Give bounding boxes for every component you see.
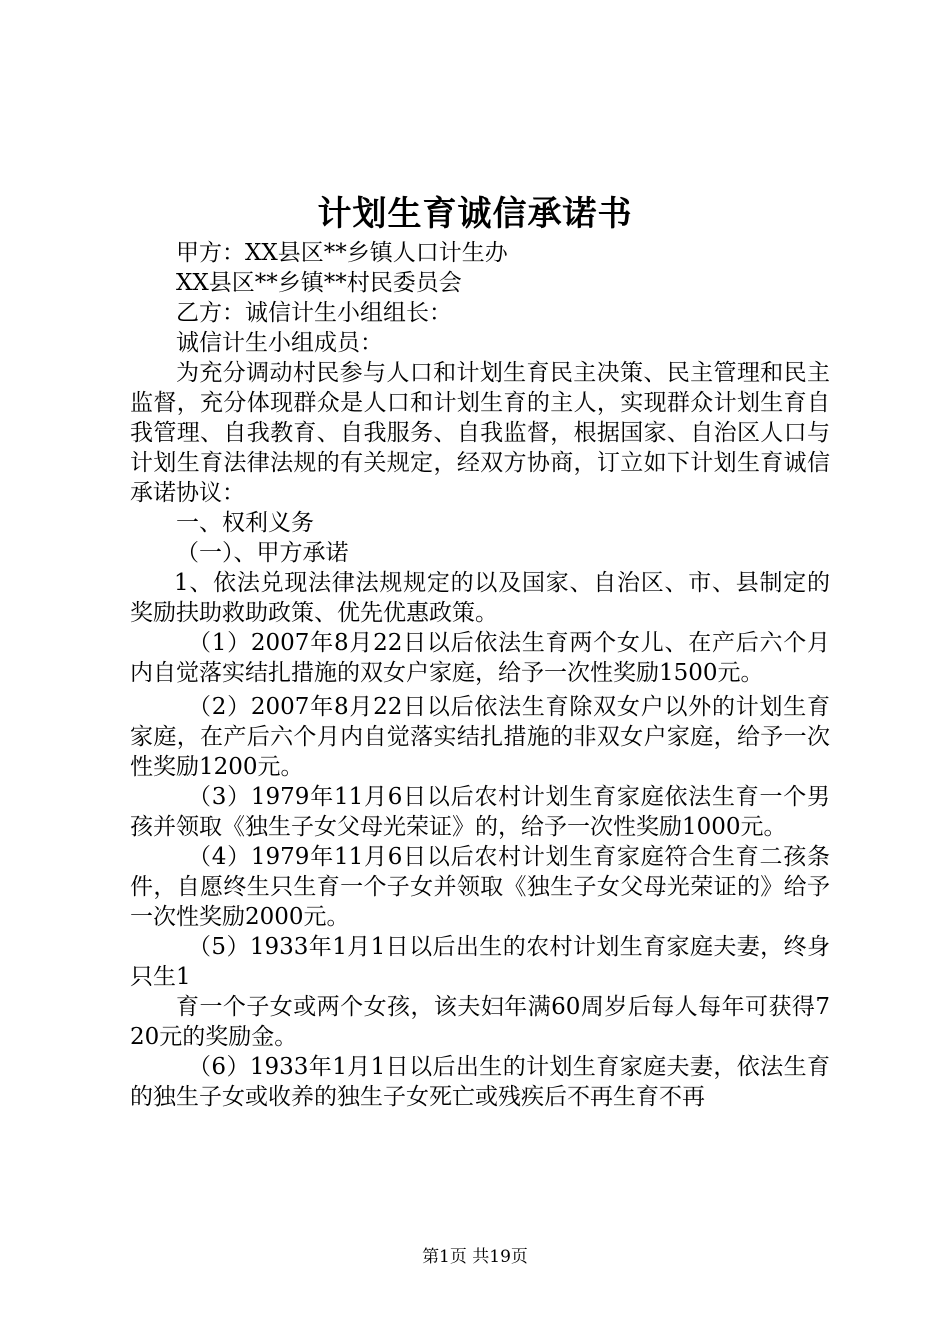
party-b-members-line: 诚信计生小组成员： — [176, 330, 383, 356]
party-a-line: 甲方：XX县区**乡镇人口计生办 — [176, 240, 508, 266]
preamble-paragraph: 为充分调动村民参与人口和计划生育民主决策、民主管理和民主监督，充分体现群众是人口和计划生育的主人，实现群众计划生育自我管理、自我教育、自我服务、自我监督，根据国家、自治区人口与计划生育法律法规的有关规定，经双方协商，订立如下计划生育诚信承诺协议： — [130, 360, 830, 506]
clause-item-5-continued: 育一个子女或两个女孩，该夫妇年满60周岁后每人每年可获得720元的奖励金。 — [130, 994, 830, 1050]
section-heading: 一、权利义务 — [176, 510, 314, 536]
page-number: 第1页 共19页 — [422, 1247, 528, 1267]
document-body — [130, 238, 830, 1112]
party-a-village-line: XX县区**乡镇**村民委员会 — [176, 270, 462, 296]
subsection-heading: （一）、甲方承诺 — [176, 540, 349, 566]
clause-item-3: （3）1979年11月6日以后农村计划生育家庭依法生育一个男孩并领取《独生子女父母光荣证》的，给予一次性奖励1000元。 — [130, 784, 830, 840]
clause-item-2: （2）2007年8月22日以后依法生育除双女户以外的计划生育家庭，在产后六个月内自觉落实结扎措施的非双女户家庭，给予一次性奖励1200元。 — [130, 694, 830, 780]
clause-item-4: （4）1979年11月6日以后农村计划生育家庭符合生育二孩条件，自愿终生只生育一个子女并领取《独生子女父母光荣证的》给予一次性奖励2000元。 — [130, 844, 830, 930]
party-b-leader-line: 乙方：诚信计生小组组长： — [176, 300, 452, 326]
clause-item-6: （6）1933年1月1日以后出生的计划生育家庭夫妻，依法生育的独生子女或收养的独生子女死亡或残疾后不再生育不再 — [130, 1054, 830, 1110]
document-title: 计划生育诚信承诺书 — [317, 194, 633, 234]
clause-paragraph: 1、依法兑现法律法规规定的以及国家、自治区、市、县制定的奖励扶助救助政策、优先优惠政策。 — [130, 570, 830, 626]
clause-item-1: （1）2007年8月22日以后依法生育两个女儿、在产后六个月内自觉落实结扎措施的双女户家庭，给予一次性奖励1500元。 — [130, 630, 830, 686]
clause-item-5: （5）1933年1月1日以后出生的农村计划生育家庭夫妻，终身只生1 — [130, 934, 830, 990]
